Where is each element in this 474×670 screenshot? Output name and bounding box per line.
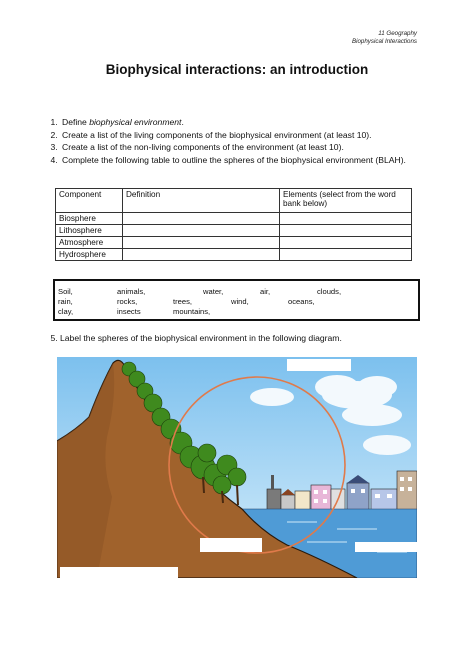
table-header-row (56, 189, 412, 213)
task-5: 5. Label the spheres of the biophysical environment in the following diagram. (60, 333, 342, 343)
row-label: Biosphere (56, 213, 123, 225)
task-1-suffix: . (181, 117, 184, 127)
label-box-middle[interactable] (200, 538, 262, 552)
word: insects (117, 307, 141, 316)
word: mountains, (173, 307, 211, 316)
task-2: 2. Create a list of the living components of the biophysical environment (at least 10). (60, 129, 430, 142)
word: wind, (231, 297, 249, 306)
word: clouds, (317, 287, 342, 296)
label-box-right[interactable] (355, 542, 417, 552)
table-row (56, 249, 412, 261)
header-elements: Elements (select from the word bank below) (280, 189, 412, 213)
word: water, (203, 287, 224, 296)
page-title: Biophysical interactions: an introduction (105, 62, 369, 77)
page-header (352, 30, 417, 46)
biophysical-diagram (57, 357, 417, 578)
word: oceans, (288, 297, 315, 306)
table-row (56, 237, 412, 249)
label-box-top[interactable] (287, 359, 351, 371)
row-label: Lithosphere (56, 225, 123, 237)
task-list (40, 116, 430, 166)
header-definition: Definition (123, 189, 280, 213)
label-box-bottom-left[interactable] (60, 567, 178, 578)
word: trees, (173, 297, 192, 306)
header-topic: Biophysical Interactions (351, 38, 417, 45)
elements-cell[interactable] (280, 225, 412, 237)
task-3: 3. Create a list of the non-living components of the environment (at least 10). (60, 141, 430, 154)
row-label: Hydrosphere (56, 249, 123, 261)
header-component: Component (56, 189, 123, 213)
word: Soil, (58, 287, 73, 296)
task-1 (60, 116, 430, 129)
word: rain, (58, 297, 73, 306)
task-1-term: biophysical environment (89, 117, 182, 127)
header-course: 11 Geography (378, 30, 417, 37)
elements-cell[interactable] (280, 213, 412, 225)
word: clay, (58, 307, 74, 316)
row-label: Atmosphere (56, 237, 123, 249)
definition-cell[interactable] (123, 213, 280, 225)
table-row (56, 213, 412, 225)
definition-cell[interactable] (123, 237, 280, 249)
table-row (56, 225, 412, 237)
elements-cell[interactable] (280, 237, 412, 249)
task-1-text: Define (62, 117, 90, 127)
spheres-table (55, 188, 412, 261)
word: air, (260, 287, 271, 296)
elements-cell[interactable] (280, 249, 412, 261)
word-bank (53, 279, 420, 321)
word: animals, (117, 287, 146, 296)
task-5-block (40, 333, 342, 343)
task-5-list (40, 333, 342, 343)
task-4: 4. Complete the following table to outline the spheres of the biophysical environment (BLAH). (60, 154, 430, 167)
word: rocks, (117, 297, 138, 306)
definition-cell[interactable] (123, 225, 280, 237)
definition-cell[interactable] (123, 249, 280, 261)
